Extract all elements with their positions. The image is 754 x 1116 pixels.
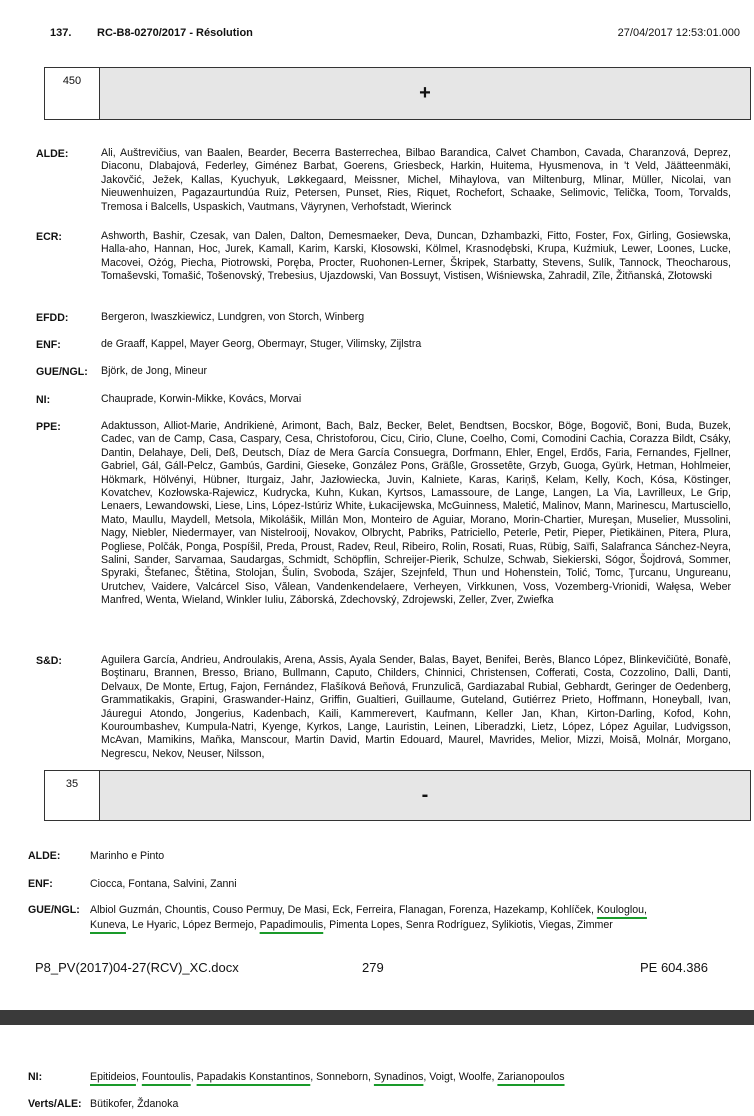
member-name: Le Hyaric xyxy=(131,919,177,931)
next-names-verts: Bütikofer, Ždanoka xyxy=(90,1098,179,1110)
gue-line-1: Albiol Guzmán, Chountis, Couso Permuy, De Masi, Eck, Ferreira, Flanagan, Forenza, Hazekamp, Kohlíček, Kouloglou, xyxy=(90,904,647,916)
group-names-alde: Ali, Auštrevičius, van Baalen, Bearder, Becerra Basterrechea, Bilbao Barandica, Calvet Chambon, Cavada, Charanzová, Deprez, Diaconu, Dlabajová, Federley, Giménez Barbat, Goerens, Griesbeck, Harkin, Huitema, Hyusmenova, in 't Veld, Jäätteenmäki, Jakovčić, Ježek, Kallas, Kyuchyuk, Løkkegaard, Meissner, Michel, Mihaylova, van Miltenburg, Mlinar, Müller, Nicolai, van Nieuwenhuizen, Pagazaurtundúa Ruiz, Petersen, Punset, Ries, Riquet, Rochefort, Schaake, Selimovic, Telička, Toom, Torvalds, Tremosa i Balcells, Uspaskich, Vautmans, Väyrynen, Verhofstadt, Wierinck xyxy=(101,147,731,213)
member-name: Kohlíček xyxy=(550,904,591,916)
group-label-gue-ngl: GUE/NGL: xyxy=(36,366,88,378)
page-break-band xyxy=(0,1010,754,1025)
group-names-ecr: Ashworth, Bashir, Czesak, van Dalen, Dalton, Demesmaeker, Deva, Duncan, Dzhambazki, Fitto, Foster, Fox, Girling, Gosiewska, Halla-aho, Hannan, Hoc, Jurek, Kamall, Karim, Karski, Kłosowski, Kölmel, Krasnodębski, Krupa, Kuźmiuk, Lewer, Loones, Lucke, Macovei, Ożóg, Piecha, Piotrowski, Poręba, Procter, Ruohonen-Lerner, Škripek, Starbatty, Stevens, Sulík, Tannock, Theocharous, Tomaševski, Tomašić, Tošenovský, Trebesius, Ujazdowski, Van Bossuyt, Vistisen, Wiśniewska, Zahradil, Zīle, Žitňanská, Złotowski xyxy=(101,230,731,283)
member-name-underlined: Papadimoulis xyxy=(259,919,324,931)
group-names-ni: Chauprade, Korwin-Mikke, Kovács, Morvai xyxy=(101,393,302,405)
member-name-underlined: Zarianopoulos xyxy=(497,1071,565,1083)
document-reference: RC-B8-0270/2017 - Résolution xyxy=(97,27,253,39)
member-name: Forenza xyxy=(449,904,488,916)
next-label-verts: Verts/ALE: xyxy=(28,1098,82,1110)
member-name-underlined: Kuneva xyxy=(90,919,126,931)
member-name: Sylikiotis xyxy=(491,919,533,931)
vote-for-symbol: + xyxy=(100,68,750,119)
member-name: Ferreira xyxy=(355,904,394,916)
against-label-gue-ngl: GUE/NGL: xyxy=(28,904,80,916)
vote-datetime: 27/04/2017 12:53:01.000 xyxy=(617,27,740,39)
group-label-efdd: EFDD: xyxy=(36,312,69,324)
footer-filename: P8_PV(2017)04-27(RCV)_XC.docx xyxy=(35,960,239,975)
member-name: Pimenta Lopes xyxy=(329,919,400,931)
against-names-alde: Marinho e Pinto xyxy=(90,850,165,862)
group-label-enf: ENF: xyxy=(36,339,61,351)
member-name: Hazekamp xyxy=(493,904,545,916)
group-names-ppe: Adaktusson, Alliot-Marie, Andrikienė, Arimont, Bach, Balz, Becker, Belet, Bendtsen, Bocskor, Böge, Bogovič, Boni, Buda, Buzek, Cadec, van de Camp, Casa, Caspary, Cesa, Christoforou, Cicu, Cirio, Clune, Coelho, Comi, Comodini Cachia, Corazza Bildt, Csáky, Dantin, Delahaye, Deli, Deß, Deutsch, Díaz de Mera García Consuegra, Dorfmann, Ehler, Engel, Erdős, Faria, Fernandes, Fjellner, Gabriel, Gál, Gáll-Pelcz, Gambús, Gardini, Gieseke, González Pons, Gräßle, Grossetête, Grzyb, Guoga, Gyürk, Hetman, Hohlmeier, Hökmark, Hölvényi, Hübner, Iturgaiz, Jahr, Jazłowiecka, Juvin, Kalniete, Karas, Kariņš, Kelam, Kelly, Koch, Kósa, Köstinger, Kovatchev, Kozłowska-Rajewicz, Kudrycka, Kuhn, Kukan, Kyrtsos, Lamassoure, de Lange, Langen, La Via, Lavrilleux, Le Grip, Lenaers, Lewandowski, Liese, Lins, López-Istúriz White, Łukacijewska, McGuinness, Maletić, Malinov, Mann, Marinescu, Martusciello, Mato, Maullu, Maydell, Metsola, Mikolášik, Millán Mon, Monteiro de Aguiar, Morano, Morin-Chartier, Mureşan, Muselier, Mussolini, Nagy, Niebler, Niedermayer, van Nistelrooij, Novakov, Olbrycht, Pabriks, Patriciello, Peterle, Petir, Pieper, Pietikäinen, Pitera, Plura, Pogliese, Polčák, Ponga, Pospíšil, Preda, Proust, Radev, Reul, Ribeiro, Rolin, Rosati, Ruas, Rübig, Saïfi, Salafranca Sánchez-Neyra, Salini, Sander, Sarvamaa, Saudargas, Schmidt, Schöpflin, Schreijer-Pierik, Schulze, Schwab, Siekierski, Sógor, Šojdrová, Sommer, Spyraki, Štefanec, Štětina, Stolojan, Šulin, Svoboda, Szájer, Szejnfeld, Thun und Hohenstein, Tolić, Tomc, Ţurcanu, Ungureanu, Urutchev, Vaidere, Valcárcel Siso, Vălean, Vandenkendelaere, Verheyen, Virkkunen, Voss, Vozemberg-Vrionidi, Wałęsa, Weber Manfred, Wenta, Wieland, Winkler Iuliu, Záborská, Zdechovský, Zdrojewski, Zeller, Zver, Zwiefka xyxy=(101,420,731,607)
item-number: 137. xyxy=(50,27,72,39)
member-name: De Masi xyxy=(287,904,327,916)
footer-page-number: 279 xyxy=(362,960,384,975)
member-name-underlined: Fountoulis xyxy=(141,1071,191,1083)
group-label-alde: ALDE: xyxy=(36,148,69,160)
member-name: Voigt xyxy=(429,1071,453,1083)
vote-for-count: 450 xyxy=(45,68,100,119)
vote-for-box xyxy=(44,67,751,120)
member-name: Zimmer xyxy=(576,919,613,931)
against-names-gue-ngl xyxy=(90,903,730,933)
group-label-ppe: PPE: xyxy=(36,421,61,433)
group-names-gue-ngl: Björk, de Jong, Mineur xyxy=(101,365,207,377)
group-label-sd: S&D: xyxy=(36,655,62,667)
member-name: Sonneborn xyxy=(316,1071,369,1083)
group-names-efdd: Bergeron, Iwaszkiewicz, Lundgren, von Storch, Winberg xyxy=(101,311,365,323)
member-name: Chountis xyxy=(164,904,207,916)
member-name: Senra Rodríguez xyxy=(405,919,486,931)
member-name: López Bermejo xyxy=(182,919,254,931)
against-label-enf: ENF: xyxy=(28,878,53,890)
member-name: Albiol Guzmán xyxy=(90,904,159,916)
member-name-underlined: Synadinos xyxy=(373,1071,424,1083)
member-name-underlined: Papadakis Konstantinos xyxy=(196,1071,311,1083)
member-name: Woolfe xyxy=(458,1071,492,1083)
group-label-ecr: ECR: xyxy=(36,231,62,243)
footer-pe-number: PE 604.386 xyxy=(640,960,708,975)
group-names-enf: de Graaff, Kappel, Mayer Georg, Obermayr, Stuger, Vilimsky, Zijlstra xyxy=(101,338,422,350)
group-label-ni: NI: xyxy=(36,394,51,406)
vote-against-symbol: - xyxy=(100,771,750,820)
against-names-enf: Ciocca, Fontana, Salvini, Zanni xyxy=(90,878,237,890)
against-label-alde: ALDE: xyxy=(28,850,61,862)
member-name-underlined: Kouloglou, xyxy=(596,904,647,916)
vote-against-count: 35 xyxy=(45,771,100,820)
member-name: Eck xyxy=(332,904,351,916)
member-name: Flanagan xyxy=(398,904,444,916)
gue-line-2: Kuneva, Le Hyaric, López Bermejo, Papadimoulis, Pimenta Lopes, Senra Rodríguez, Sylikiotis, Viegas, Zimmer xyxy=(90,919,613,931)
group-names-sd: Aguilera García, Andrieu, Androulakis, Arena, Assis, Ayala Sender, Balas, Bayet, Benifei, Berès, Blanco López, Blinkevičiūtė, Bonafè, Boştinaru, Brannen, Bresso, Briano, Bullmann, Caputo, Childers, Chinnici, Christensen, Cofferati, Costa, Cozzolino, Dalli, Danti, Delvaux, De Monte, Ertug, Fajon, Fernández, Flašíková Beňová, Frunzulică, Gardiazabal Rubial, Gebhardt, Geringer de Oedenberg, Grammatikakis, Grapini, Graswander-Hainz, Griffin, Gualtieri, Guillaume, Guteland, Gutiérrez Prieto, Hoffmann, Honeyball, Ivan, Jáuregui Atondo, Jongerius, Kadenbach, Kaili, Kammerevert, Kaufmann, Keller Jan, Khan, Kirton-Darling, Kofod, Kohn, Kouroumbashev, Kumpula-Natri, Kyenge, Kyrkos, Lange, Lauristin, Leinen, Liberadzki, Lietz, López, López Aguilar, Ludvigsson, McAvan, Mamikins, Maňka, Manscour, Martin David, Martin Edouard, Maurel, Mavrides, Melior, Mizzi, Moisă, Molnár, Morgano, Negrescu, Nekov, Neuser, Nilsson, xyxy=(101,654,731,760)
next-label-ni: NI: xyxy=(28,1071,43,1083)
member-name: Couso Permuy xyxy=(212,904,282,916)
vote-against-box xyxy=(44,770,751,821)
member-name-underlined: Epitideios xyxy=(90,1071,136,1083)
next-names-ni: Epitideios, Fountoulis, Papadakis Konstantinos, Sonneborn, Synadinos, Voigt, Woolfe, Zarianopoulos xyxy=(90,1071,565,1083)
member-name: Viegas xyxy=(538,919,571,931)
